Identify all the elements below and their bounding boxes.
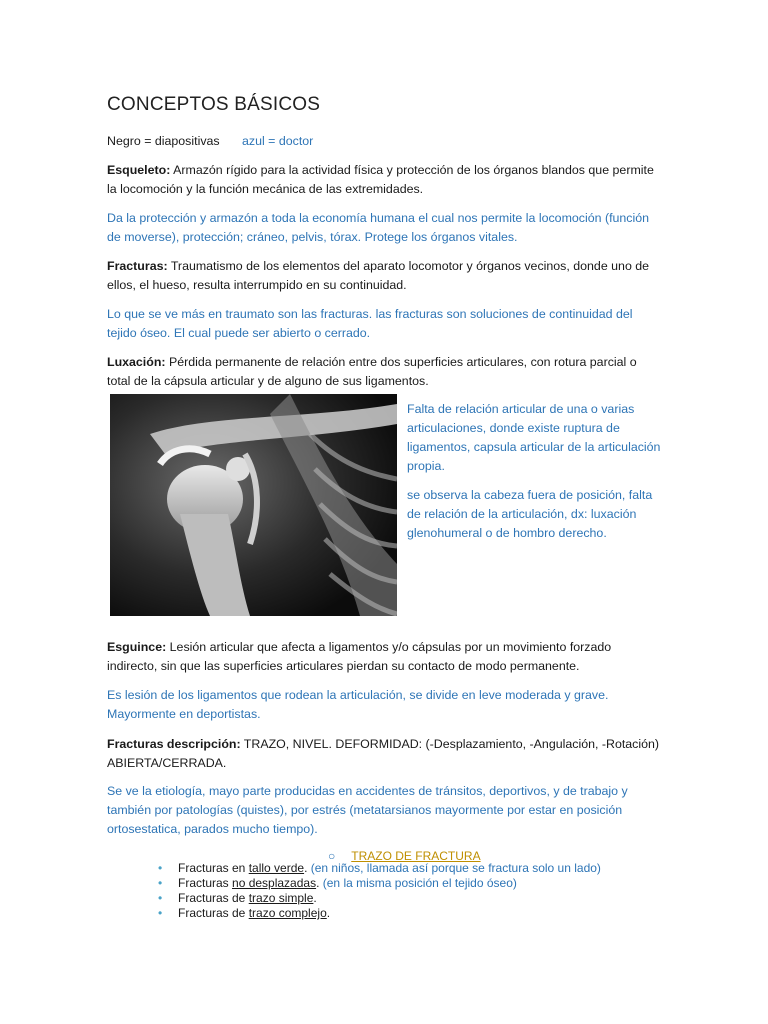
descripcion-text: TRAZO, NIVEL. DEFORMIDAD: (-Desplazamiento, -Angulación, -Rotación) ABIERTA/CERRADA. (107, 737, 660, 770)
circle-bullet-icon: ○ (328, 849, 336, 863)
esguince-definition (107, 638, 663, 676)
list-item: • Fracturas de trazo simple. (158, 891, 317, 905)
fracturas-term: Fracturas: (107, 259, 168, 273)
list-item: • Fracturas en tallo verde. (en niños, llamada así porque se fractura solo un lado) (158, 861, 601, 875)
luxacion-text: Pérdida permanente de relación entre dos superficies articulares, con rotura parcial o total de la cápsula articular y de alguno de sus ligamentos. (107, 355, 637, 388)
list-item: • Fracturas no desplazadas. (en la misma posición el tejido óseo) (158, 876, 517, 890)
luxacion-definition (107, 353, 663, 391)
esqueleto-text: Armazón rígido para la actividad física y protección de los órganos blandos que permite la locomoción y la función mecánica de las extremidades. (107, 163, 654, 196)
luxacion-term: Luxación: (107, 355, 166, 369)
fracturas-text: Traumatismo de los elementos del aparato locomotor y órganos vecinos, donde uno de ellos, el hueso, resulta interrumpido en su continuidad. (107, 259, 650, 292)
list-item: • Fracturas de trazo complejo. (158, 906, 331, 920)
xray-image (110, 394, 397, 616)
esqueleto-term: Esqueleto: (107, 163, 171, 177)
trazo-list (158, 861, 601, 921)
legend-blue: azul = doctor (242, 134, 314, 148)
luxacion-note-2: se observa la cabeza fuera de posición, falta de relación de la articulación, dx: luxación glenohumeral o de hombro derecho. (407, 488, 653, 540)
fracturas-definition (107, 257, 663, 295)
bullet-icon: • (158, 906, 163, 920)
luxacion-note-1: Falta de relación articular de una o varias articulaciones, donde existe ruptura de ligamentos, capsula articular de la articulación propia. (407, 402, 661, 473)
bullet-icon: • (158, 876, 163, 890)
descripcion-term: Fracturas descripción: (107, 737, 241, 751)
bullet-icon: • (158, 861, 163, 875)
page-title: CONCEPTOS BÁSICOS (107, 94, 321, 115)
esguince-note: Es lesión de los ligamentos que rodean la articulación, se divide en leve moderada y grave. Mayormente en deportistas. (107, 688, 609, 721)
trazo-heading-link[interactable]: TRAZO DE FRACTURA (351, 849, 481, 863)
esqueleto-note: Da la protección y armazón a toda la economía humana el cual nos permite la locomoción (función de moverse), protección; cráneo, pelvis, tórax. Protege los órganos vitales. (107, 211, 650, 244)
legend-black: Negro = diapositivas (107, 134, 220, 148)
fracturas-note: Lo que se ve más en traumato son las fracturas. las fracturas son soluciones de continuidad del tejido óseo. El cual puede ser abierto o cerrado. (107, 307, 633, 340)
descripcion-definition (107, 735, 663, 773)
esqueleto-definition (107, 161, 663, 199)
esguince-text: Lesión articular que afecta a ligamentos y/o cápsulas por un movimiento forzado indirecto, sin que las superficies articulares pierdan su contacto de modo permanente. (107, 640, 612, 673)
descripcion-note: Se ve la etiología, mayo parte producidas en accidentes de tránsitos, deportivos, y de trabajo y también por patologías (quistes), por estrés (metatarsianos mayormente por estar en posición ortosestatica, parados mucho tiempo). (107, 784, 628, 836)
esguince-term: Esguince: (107, 640, 167, 654)
bullet-icon: • (158, 891, 163, 905)
